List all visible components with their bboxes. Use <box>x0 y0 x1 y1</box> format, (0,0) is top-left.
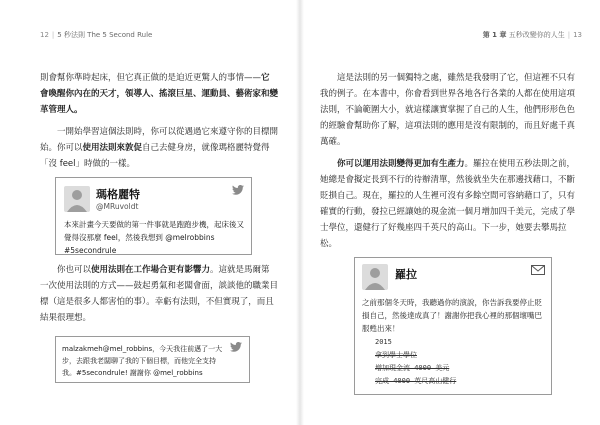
left-page-number: 12 <box>40 31 49 39</box>
left-para2-bold: 使用法則來敦促 <box>82 143 143 153</box>
book-title: 5 秒法則 The 5 Second Rule <box>57 31 153 39</box>
left-para3-b: 。這就是馬爾第一次使用法則的方式——鼓起勇氣和老闆會面，談談他的職業目標（這是很多人都害怕的事）。幸虧有法則，不但實現了，而且結果很理想。 <box>40 265 279 323</box>
right-body <box>320 70 576 258</box>
tweet-card-margaret <box>55 177 252 255</box>
right-para1: 這是法則的另一個獨特之處，雖然是我發明了它，但這裡不只有我的例子。在本書中，你會看到世界各地各行各業的人都在使用這項法則，不論範圍大小，就這樣讓實掌握了自己的人生，他們形形色色的經驗會幫助你了解，這項法則的應用是沒有限制的，而且好處千真萬確。 <box>320 73 576 147</box>
note-item: 完成 4000 英尺高山健行 <box>375 377 457 385</box>
left-para1: 則會幫你準時起床，但它真正做的是迫近更驚人的事情—— <box>40 73 262 83</box>
avatar <box>362 264 388 290</box>
twitter-bird-icon <box>232 185 244 195</box>
avatar <box>64 186 90 212</box>
right-page <box>312 0 600 425</box>
tweet-text: 本來計畫今天要做的第一件事就是跑跑步機，起床後又覺得沒那麼 feel，然後我想到 @melrobbins #5secondrule <box>64 220 244 255</box>
note-item: 拿到學士學位 <box>375 351 417 359</box>
left-para2: 一開始學習這個法則時，你可以從遇過它來遵守你的目標開始。你可以 <box>40 127 279 153</box>
book-gutter <box>296 0 304 425</box>
twitter-bird-icon <box>230 342 242 352</box>
tweet-text: malzakmeh@mel_robbins，今天我往前邁了一大步，去跟我老闆聊了我的下個目標，而他完全支持我。#5secondrule! 謝謝你 @mel_robbins <box>62 345 223 377</box>
note-item: 增加現金流 4000 美元 <box>375 364 450 372</box>
tweet-author-handle: @MRuvoldt <box>96 202 139 211</box>
right-para2-bold: 你可以運用法則變得更加有生產力 <box>337 159 465 169</box>
left-para2-rest: 自己去健身房，就像瑪格麗特覺得「沒 feel」時做的一樣。 <box>40 143 270 169</box>
chapter-number: 第 1 章 <box>482 31 507 39</box>
left-page <box>0 0 288 425</box>
note-year: 2015 <box>375 338 392 346</box>
right-running-header: 第 1 章 五秒改變你的人生 | 13 <box>482 31 582 39</box>
chapter-title: 五秒改變你的人生 <box>508 31 565 39</box>
left-para3-a: 你也可以 <box>57 265 92 275</box>
note-text: 之前那個冬天時，我聽過你的演說，你告訴我要停止貶損自己，然後達成真了！謝謝你把我心裡的那個壞嘴巴服甦出來！ <box>362 298 542 333</box>
left-body-top <box>40 70 278 178</box>
right-para2: 。羅拉在使用五秒法則之前，她總是會擬定長到不行的待辦清單，然後就坐失在那邊找藉口，不斷貶損自己。現在，羅拉的人生裡可沒有多餘空間可容納藉口了，只有確實的行動，發拉已經讓她的現金流一個月增加四千美元，完成了學士學位，還健行了好幾座四千英尺的高山。下一步，她要去攀馬拉松。 <box>320 159 576 249</box>
tweet-author-name: 瑪格麗特 <box>96 188 140 201</box>
mail-icon <box>531 265 545 275</box>
note-author-name: 羅拉 <box>395 268 417 281</box>
left-body-bottom <box>40 262 278 332</box>
left-para1-bold: 它會喚醒你內在的天才，領導人、搖滾巨星、運動員、藝術家和變革管理人。 <box>40 73 279 115</box>
left-para3-bold: 使用法則在工作場合更有影響力 <box>91 265 211 275</box>
tweet-card-malzakmeh <box>55 336 250 383</box>
right-page-number: 13 <box>573 31 582 39</box>
left-running-header: 12 | 5 秒法則 The 5 Second Rule <box>40 31 153 39</box>
note-card-laura <box>354 257 552 395</box>
